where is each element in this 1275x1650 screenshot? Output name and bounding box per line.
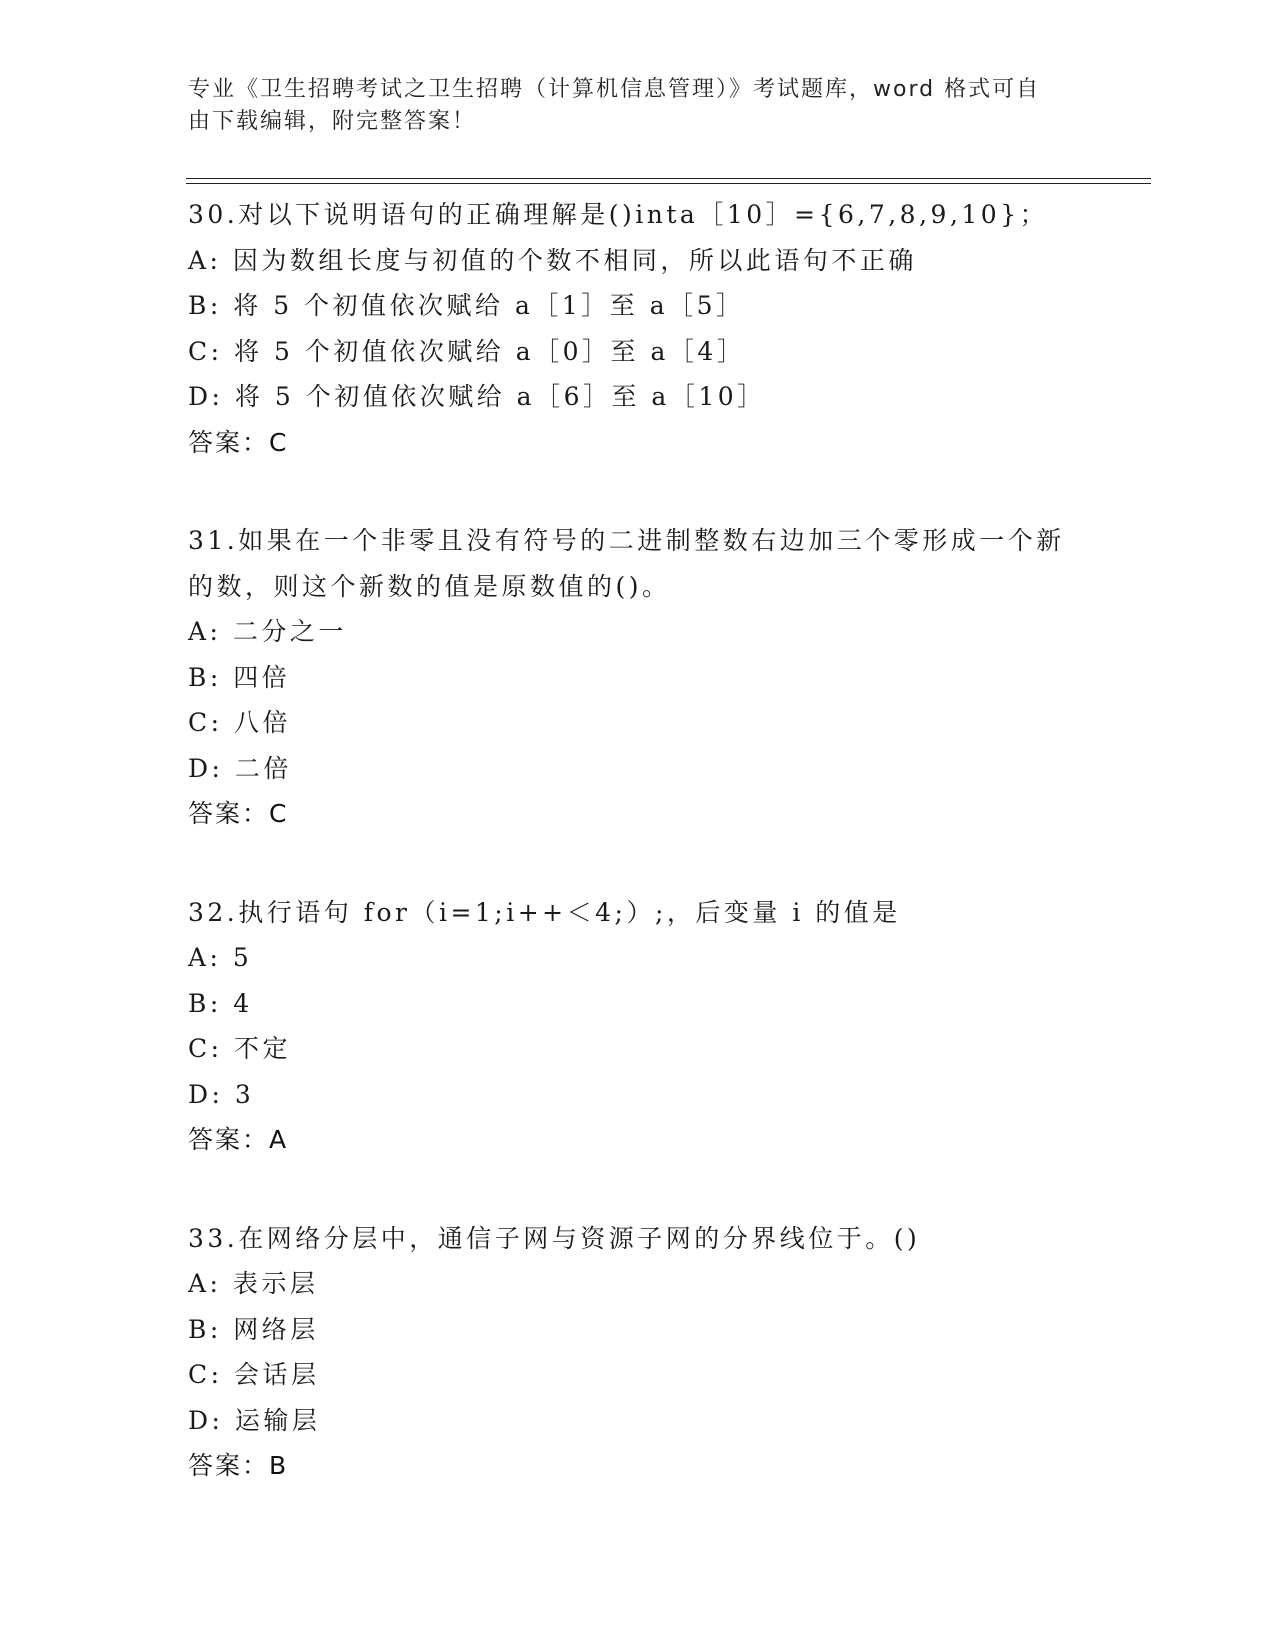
option-a: A: 表示层 xyxy=(188,1269,319,1298)
header-divider-bottom xyxy=(186,183,1151,184)
header-line-2: 由下载编辑，附完整答案！ xyxy=(188,109,477,134)
question-stem: 32.执行语句 for（i=1;i++＜4;）;，后变量 i 的值是 xyxy=(188,897,901,927)
option-c: C: 八倍 xyxy=(188,708,291,737)
question-31 xyxy=(188,518,1128,837)
header-divider-top xyxy=(186,178,1151,179)
answer-label: 答案：C xyxy=(188,799,289,828)
document-header xyxy=(188,74,1068,138)
question-stem: 33.在网络分层中，通信子网与资源子网的分界线位于。() xyxy=(188,1223,921,1253)
question-30 xyxy=(188,192,1128,465)
option-d: D: 将 5 个初值依次赋给 a［6］至 a［10］ xyxy=(188,382,766,411)
option-c: C: 会话层 xyxy=(188,1360,320,1389)
option-c: C: 将 5 个初值依次赋给 a［0］至 a［4］ xyxy=(188,336,746,366)
option-a: A: 因为数组长度与初值的个数不相同，所以此语句不正确 xyxy=(188,245,917,275)
question-33 xyxy=(188,1216,1128,1489)
option-c: C: 不定 xyxy=(188,1034,291,1063)
option-b: B: 4 xyxy=(188,988,253,1018)
question-stem-line-1: 31.如果在一个非零且没有符号的二进制整数右边加三个零形成一个新 xyxy=(188,526,1065,555)
answer-label: 答案：A xyxy=(188,1125,289,1154)
option-d: D: 二倍 xyxy=(188,753,292,783)
question-stem: 30.对以下说明语句的正确理解是()inta［10］={6,7,8,9,10}； xyxy=(188,200,1049,229)
question-list xyxy=(188,192,1128,1542)
answer-label: 答案：C xyxy=(188,427,289,457)
option-a: A: 二分之一 xyxy=(188,617,347,646)
question-stem-line-2: 的数，则这个新数的值是原数值的()。 xyxy=(188,571,671,601)
option-d: D: 3 xyxy=(188,1079,255,1109)
option-b: B: 将 5 个初值依次赋给 a［1］至 a［5］ xyxy=(188,291,745,320)
header-line-1: 专业《卫生招聘考试之卫生招聘（计算机信息管理）》考试题库，word 格式可自 xyxy=(188,77,1041,102)
question-32 xyxy=(188,890,1128,1163)
option-d: D: 运输层 xyxy=(188,1405,321,1435)
option-b: B: 四倍 xyxy=(188,662,291,692)
answer-label: 答案：B xyxy=(188,1451,289,1480)
option-b: B: 网络层 xyxy=(188,1314,319,1344)
option-a: A: 5 xyxy=(188,943,253,972)
